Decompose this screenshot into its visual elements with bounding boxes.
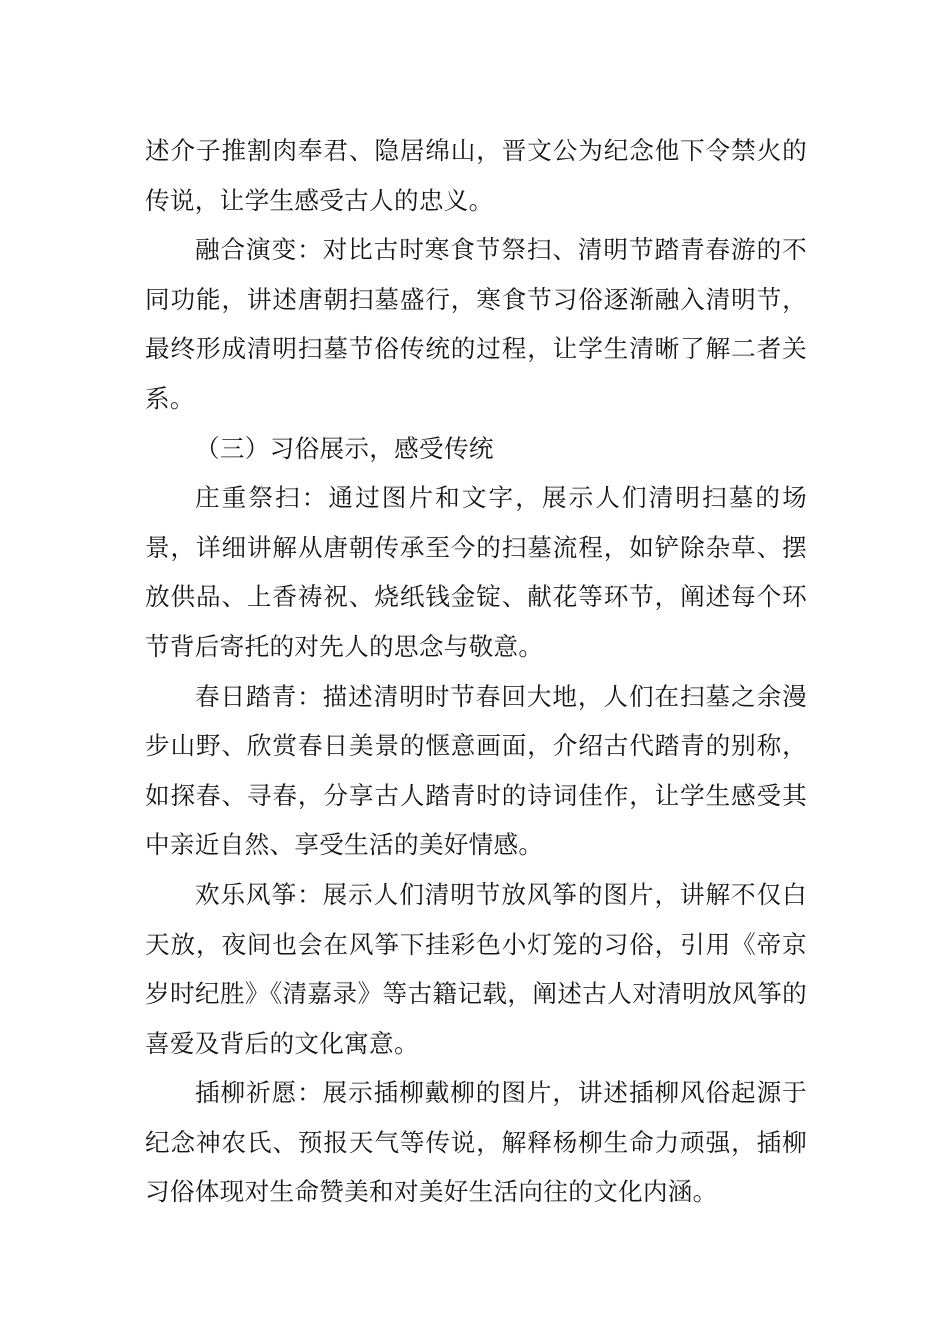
paragraph-tomb-sweeping: 庄重祭扫：通过图片和文字，展示人们清明扫墓的场景，详细讲解从唐朝传承至今的扫墓流程，如铲除杂草、摆放供品、上香祷祝、烧纸钱金锭、献花等环节，阐述每个环节背后寄托的对先人的思念与敬意。 bbox=[145, 483, 807, 661]
paragraph-continuation: 述介子推割肉奉君、隐居绵山，晋文公为纪念他下令禁火的传说，让学生感受古人的忠义。 bbox=[145, 136, 807, 215]
paragraph-kites: 欢乐风筝：展示人们清明节放风筝的图片，讲解不仅白天放，夜间也会在风筝下挂彩色小灯笼的习俗，引用《帝京岁时纪胜》《清嘉录》等古籍记载，阐述古人对清明放风筝的喜爱及背后的文化寓意。 bbox=[145, 879, 807, 1058]
section-heading: （三）习俗展示，感受传统 bbox=[195, 433, 494, 463]
paragraph-willow: 插柳祈愿：展示插柳戴柳的图片，讲述插柳风俗起源于纪念神农氏、预报天气等传说，解释杨柳生命力顽强，插柳习俗体现对生命赞美和对美好生活向往的文化内涵。 bbox=[145, 1078, 807, 1207]
paragraph-fusion-evolution: 融合演变：对比古时寒食节祭扫、清明节踏青春游的不同功能，讲述唐朝扫墓盛行，寒食节习俗逐渐融入清明节，最终形成清明扫墓节俗传统的过程，让学生清晰了解二者关系。 bbox=[145, 235, 807, 413]
paragraph-spring-outing: 春日踏青：描述清明时节春回大地，人们在扫墓之余漫步山野、欣赏春日美景的惬意画面，介绍古代踏青的别称，如探春、寻春，分享古人踏青时的诗词佳作，让学生感受其中亲近自然、享受生活的美好情感。 bbox=[145, 681, 807, 860]
document-body bbox=[145, 126, 807, 1217]
